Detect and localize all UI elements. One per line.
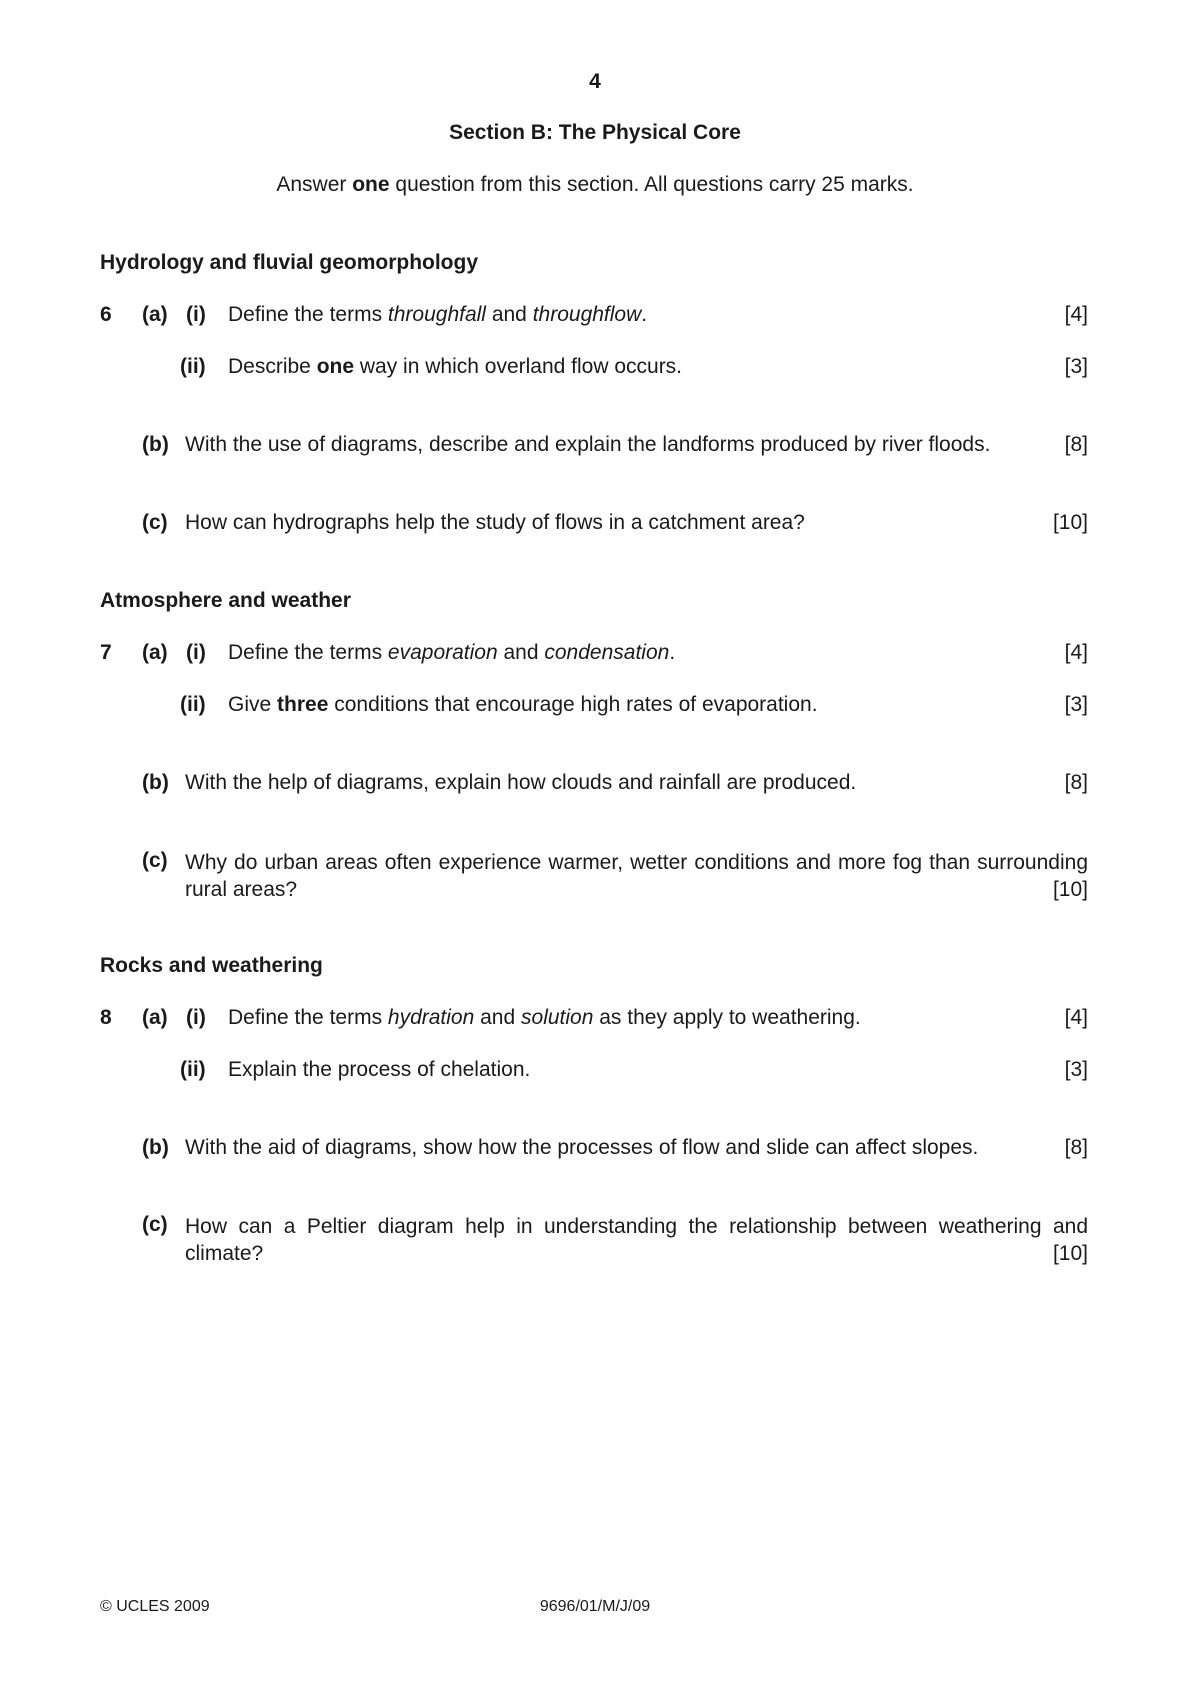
part-b-label: (b) bbox=[142, 1136, 169, 1159]
marks: [10] bbox=[1052, 878, 1088, 901]
question-6-a-i-text bbox=[228, 303, 1028, 327]
text-segment: and bbox=[485, 303, 533, 326]
question-number: 7 bbox=[100, 641, 112, 664]
marks: [8] bbox=[1064, 1136, 1088, 1159]
text-segment: Define the terms bbox=[228, 641, 388, 664]
text-segment: Describe bbox=[228, 355, 317, 378]
text-segment: way in which overland flow occurs. bbox=[354, 355, 683, 378]
term-italic: solution bbox=[521, 1006, 594, 1029]
part-c-label: (c) bbox=[142, 511, 168, 534]
marks: [8] bbox=[1064, 433, 1088, 456]
text-segment: Give bbox=[228, 693, 278, 716]
text-segment: . bbox=[669, 641, 676, 664]
instructions-post: question from this section. All questions carry 25 marks. bbox=[389, 173, 914, 196]
text-segment: Define the terms bbox=[228, 303, 388, 326]
instructions-bold: one bbox=[352, 173, 390, 196]
marks: [4] bbox=[1064, 641, 1088, 664]
marks: [4] bbox=[1064, 303, 1088, 326]
emphasis-bold: three bbox=[277, 693, 329, 716]
instructions-pre: Answer bbox=[276, 173, 353, 196]
text-segment: conditions that encourage high rates of evaporation. bbox=[328, 693, 818, 716]
topic-heading-hydrology: Hydrology and fluvial geomorphology bbox=[100, 251, 479, 274]
term-italic: throughflow bbox=[532, 303, 642, 326]
marks: [3] bbox=[1064, 1058, 1088, 1081]
footer-paper-code: 9696/01/M/J/09 bbox=[539, 1598, 651, 1615]
subpart-i-label: (i) bbox=[186, 641, 206, 664]
question-number: 6 bbox=[100, 303, 112, 326]
marks: [10] bbox=[1052, 511, 1088, 534]
question-6-b-text: With the use of diagrams, describe and explain the landforms produced by river floods. bbox=[185, 433, 991, 456]
emphasis-bold: one bbox=[316, 355, 355, 378]
term-italic: evaporation bbox=[387, 641, 498, 664]
text-segment: and bbox=[474, 1006, 522, 1029]
part-b-label: (b) bbox=[142, 771, 169, 794]
part-a-label: (a) bbox=[142, 641, 168, 664]
part-a-label: (a) bbox=[142, 1006, 168, 1029]
question-7-c-text bbox=[185, 849, 1088, 903]
term-italic: hydration bbox=[387, 1006, 475, 1029]
question-8-c-text bbox=[185, 1213, 1088, 1267]
subpart-i-label: (i) bbox=[186, 303, 206, 326]
question-number: 8 bbox=[100, 1006, 112, 1029]
subpart-ii-label: (ii) bbox=[180, 693, 206, 716]
topic-heading-rocks: Rocks and weathering bbox=[100, 954, 323, 977]
question-7-a-ii-text bbox=[228, 693, 1028, 717]
footer-copyright: © UCLES 2009 bbox=[100, 1598, 210, 1615]
marks: [4] bbox=[1064, 1006, 1088, 1029]
question-6-a-ii-text bbox=[228, 355, 1028, 379]
text-segment: and bbox=[497, 641, 545, 664]
marks: [8] bbox=[1064, 771, 1088, 794]
subpart-ii-label: (ii) bbox=[180, 355, 206, 378]
question-7-a-i-text bbox=[228, 641, 1028, 665]
question-text: How can a Peltier diagram help in understanding the relationship between weathering and climate? bbox=[185, 1215, 1088, 1265]
topic-heading-atmosphere: Atmosphere and weather bbox=[100, 589, 351, 612]
question-8-a-ii-text: Explain the process of chelation. bbox=[228, 1058, 531, 1081]
part-b-label: (b) bbox=[142, 433, 169, 456]
question-7-b-text: With the help of diagrams, explain how clouds and rainfall are produced. bbox=[185, 771, 857, 794]
section-instructions bbox=[0, 173, 1190, 197]
question-6-c-text: How can hydrographs help the study of flows in a catchment area? bbox=[185, 511, 805, 534]
text-segment: as they apply to weathering. bbox=[593, 1006, 861, 1029]
term-italic: throughfall bbox=[387, 303, 486, 326]
term-italic: condensation bbox=[544, 641, 670, 664]
marks: [3] bbox=[1064, 355, 1088, 378]
marks: [3] bbox=[1064, 693, 1088, 716]
text-segment: . bbox=[641, 303, 648, 326]
question-text: Why do urban areas often experience warmer, wetter conditions and more fog than surrounding rural areas? bbox=[185, 851, 1088, 901]
part-a-label: (a) bbox=[142, 303, 168, 326]
subpart-i-label: (i) bbox=[186, 1006, 206, 1029]
question-8-a-i-text bbox=[228, 1006, 1028, 1030]
part-c-label: (c) bbox=[142, 849, 168, 872]
page-number: 4 bbox=[589, 70, 601, 93]
question-8-b-text: With the aid of diagrams, show how the processes of flow and slide can affect slopes. bbox=[185, 1136, 979, 1159]
marks: [10] bbox=[1052, 1242, 1088, 1265]
subpart-ii-label: (ii) bbox=[180, 1058, 206, 1081]
part-c-label: (c) bbox=[142, 1213, 168, 1236]
section-title: Section B: The Physical Core bbox=[449, 121, 741, 144]
text-segment: Define the terms bbox=[228, 1006, 388, 1029]
